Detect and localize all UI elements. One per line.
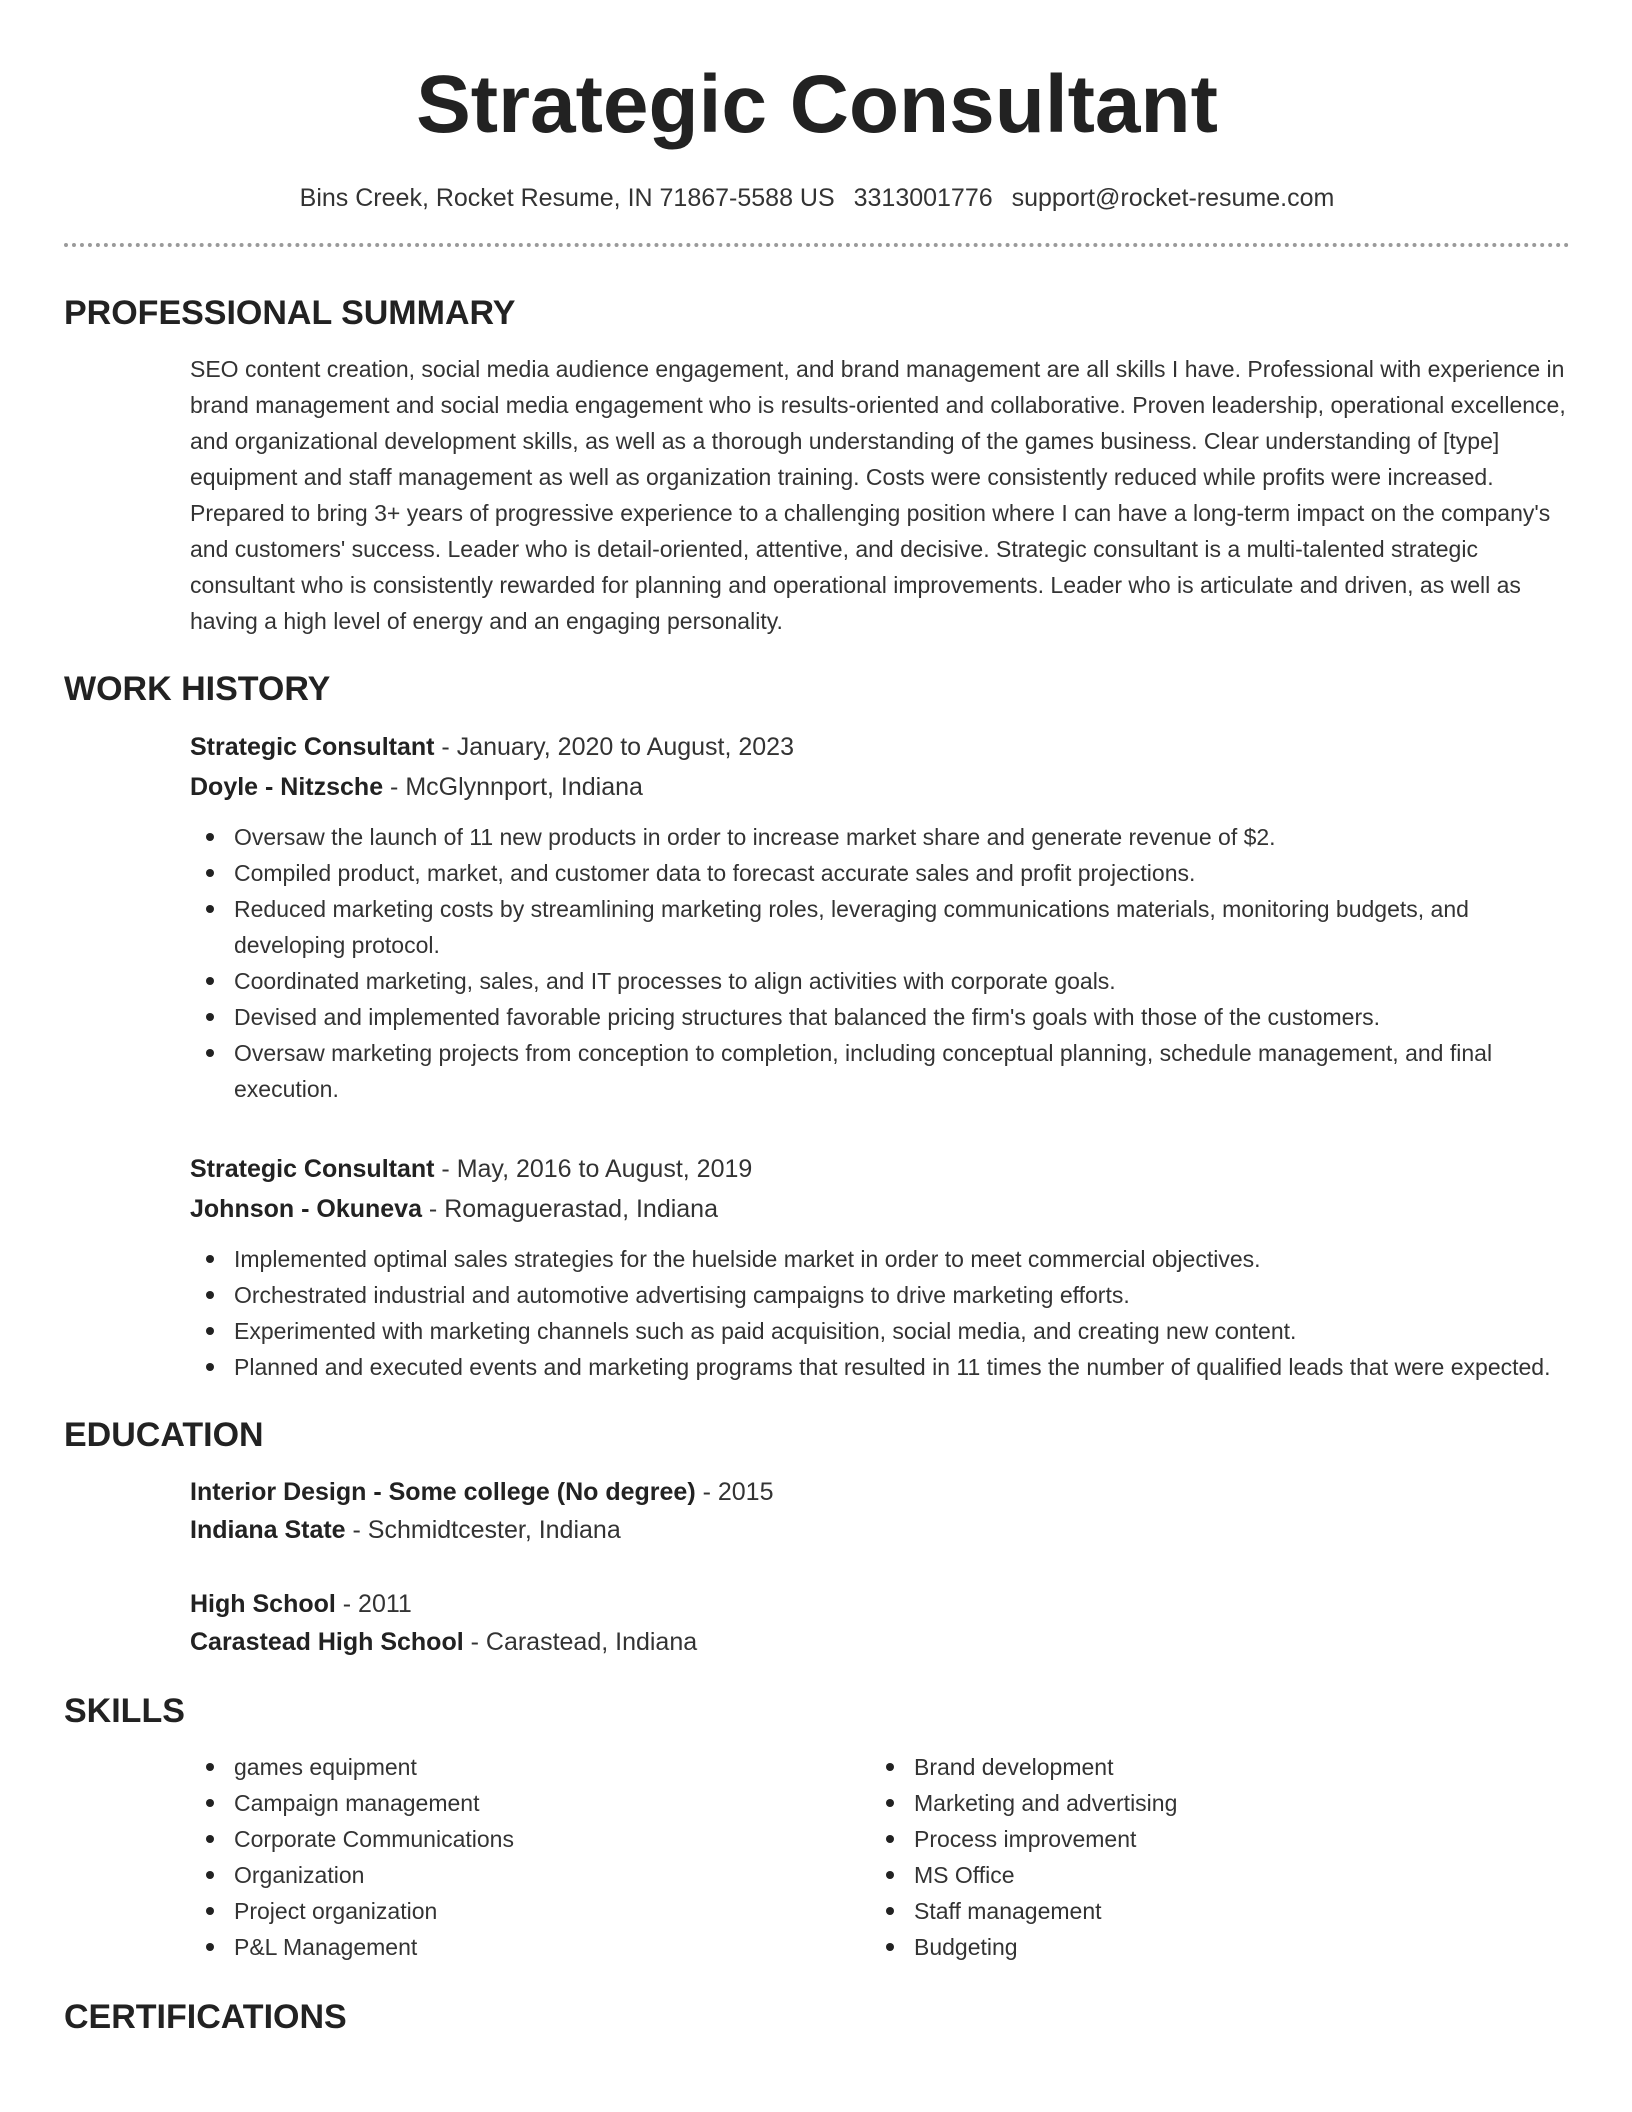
education-degree-line	[190, 1585, 1570, 1623]
education-location: - Carastead, Indiana	[463, 1628, 698, 1656]
job-title-line	[190, 1149, 1570, 1189]
education-year: - 2015	[695, 1478, 774, 1506]
job-company-line	[190, 767, 1570, 807]
job-bullet: Coordinated marketing, sales, and IT processes to align activities with corporate goals.	[190, 963, 1570, 999]
job-bullet: Experimented with marketing channels such as paid acquisition, social media, and creating new content.	[190, 1313, 1570, 1349]
resume-name: Strategic Consultant	[416, 59, 1218, 150]
summary-section	[190, 351, 1570, 639]
job-bullet: Oversaw the launch of 11 new products in order to increase market share and generate revenue of $2.	[190, 819, 1570, 855]
job-bullets	[190, 1241, 1570, 1385]
education-year: - 2011	[335, 1590, 412, 1618]
skill-item: games equipment	[190, 1749, 870, 1785]
work-section	[190, 727, 1570, 1385]
contact-email: support@rocket-resume.com	[1011, 184, 1335, 212]
education-degree-line	[190, 1473, 1570, 1511]
skill-item: MS Office	[870, 1857, 1550, 1893]
education-school-line	[190, 1623, 1570, 1661]
education-degree: Interior Design - Some college (No degree)	[190, 1478, 696, 1506]
job-dates: - January, 2020 to August, 2023	[434, 733, 794, 761]
resume-page	[64, 0, 1570, 2039]
job-title: Strategic Consultant	[190, 1155, 435, 1183]
job-company-line	[190, 1189, 1570, 1229]
skill-item: Process improvement	[870, 1821, 1550, 1857]
job-bullet: Planned and executed events and marketing programs that resulted in 11 times the number of qualified leads that were expected.	[190, 1349, 1570, 1385]
job-bullet: Implemented optimal sales strategies for the huelside market in order to meet commercial objectives.	[190, 1241, 1570, 1277]
job-company: Johnson - Okuneva	[190, 1195, 422, 1223]
job-bullet: Orchestrated industrial and automotive advertising campaigns to drive marketing efforts.	[190, 1277, 1570, 1313]
skill-item: Brand development	[870, 1749, 1550, 1785]
contact-line	[64, 181, 1570, 215]
header-divider	[64, 243, 1570, 247]
job-entry	[190, 1149, 1570, 1385]
skill-item: Corporate Communications	[190, 1821, 870, 1857]
education-section-title: EDUCATION	[64, 1416, 264, 1454]
skills-section-title: SKILLS	[64, 1692, 185, 1730]
skills-grid	[190, 1749, 1570, 1965]
education-section	[190, 1473, 1570, 1661]
education-school-line	[190, 1511, 1570, 1549]
job-bullet: Reduced marketing costs by streamlining marketing roles, leveraging communications materials, monitoring budgets, and developing protocol.	[190, 891, 1570, 963]
job-company: Doyle - Nitzsche	[190, 773, 384, 801]
skill-item: Project organization	[190, 1893, 870, 1929]
job-title-line	[190, 727, 1570, 767]
job-location: - Romaguerastad, Indiana	[421, 1195, 718, 1223]
skills-list	[870, 1749, 1550, 1965]
skill-item: P&L Management	[190, 1929, 870, 1965]
job-bullet: Compiled product, market, and customer data to forecast accurate sales and profit projections.	[190, 855, 1570, 891]
job-bullet: Oversaw marketing projects from conception to completion, including conceptual planning, schedule management, and final execution.	[190, 1035, 1570, 1107]
summary-text: SEO content creation, social media audience engagement, and brand management are all skills I have. Professional with experience in brand management and social media engagement who is results-oriented and collaborative. Proven leadership, operational excellence, and organizational development skills, as well as a thorough understanding of the games business. Clear understanding of [type] equipment and staff management as well as organization training. Costs were consistently reduced while profits were increased. Prepared to bring 3+ years of progressive experience to a challenging position where I can have a long-term impact on the company's and customers' success. Leader who is detail-oriented, attentive, and decisive. Strategic consultant is a multi-talented strategic consultant who is consistently rewarded for planning and operational improvements. Leader who is articulate and driven, as well as having a high level of energy and an engaging personality.	[190, 356, 1566, 634]
skills-section	[190, 1749, 1570, 1965]
education-degree: High School	[190, 1590, 336, 1618]
education-location: - Schmidtcester, Indiana	[345, 1516, 621, 1544]
skills-column-right	[870, 1749, 1550, 1965]
contact-address: Bins Creek, Rocket Resume, IN 71867-5588 US	[299, 184, 835, 212]
skill-item: Staff management	[870, 1893, 1550, 1929]
job-title: Strategic Consultant	[190, 733, 435, 761]
skill-item: Campaign management	[190, 1785, 870, 1821]
job-entry	[190, 727, 1570, 1107]
job-bullets	[190, 819, 1570, 1107]
contact-phone: 3313001776	[853, 184, 993, 212]
education-entry	[190, 1585, 1570, 1661]
skills-column-left	[190, 1749, 870, 1965]
skill-item: Budgeting	[870, 1929, 1550, 1965]
skill-item: Organization	[190, 1857, 870, 1893]
summary-section-title: PROFESSIONAL SUMMARY	[64, 294, 516, 332]
work-section-title: WORK HISTORY	[64, 670, 331, 708]
skills-list	[190, 1749, 870, 1965]
education-school: Indiana State	[190, 1516, 346, 1544]
job-location: - McGlynnport, Indiana	[383, 773, 643, 801]
skill-item: Marketing and advertising	[870, 1785, 1550, 1821]
job-bullet: Devised and implemented favorable pricing structures that balanced the firm's goals with those of the customers.	[190, 999, 1570, 1035]
education-school: Carastead High School	[190, 1628, 464, 1656]
education-entry	[190, 1473, 1570, 1549]
certifications-section-title: CERTIFICATIONS	[64, 1998, 347, 2036]
job-dates: - May, 2016 to August, 2019	[434, 1155, 753, 1183]
